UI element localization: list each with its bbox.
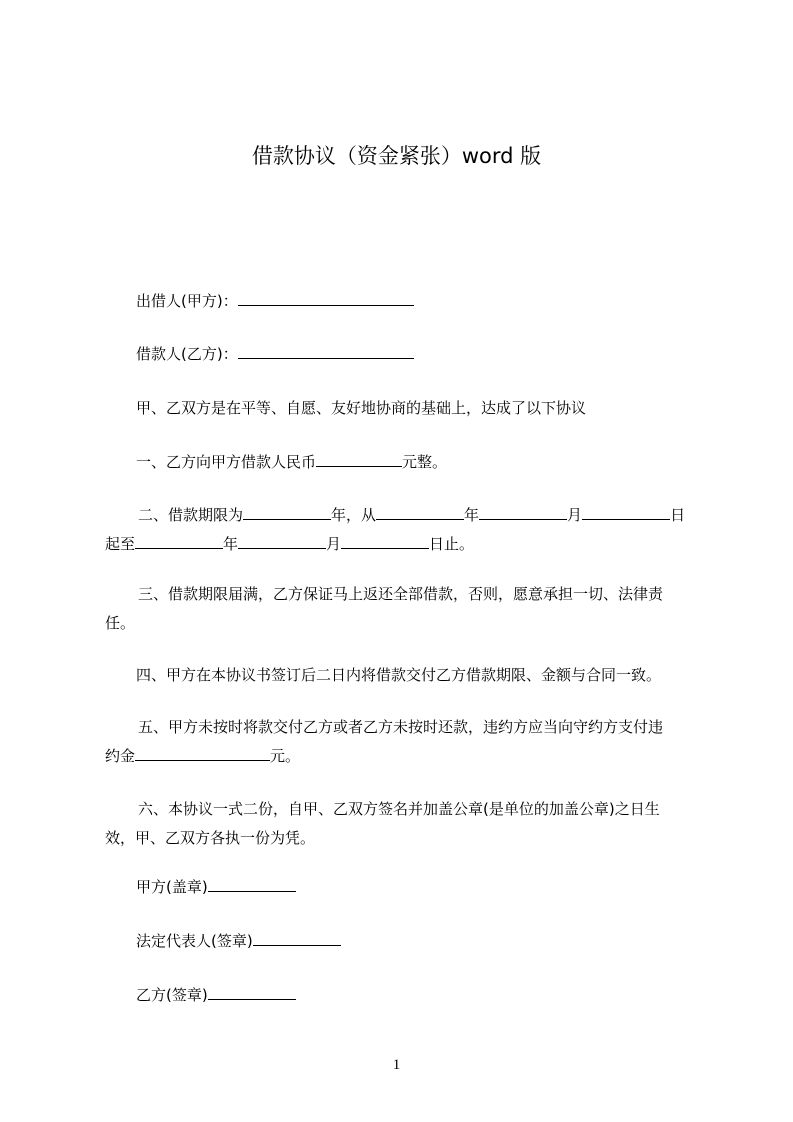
start-month-blank [479,504,567,520]
borrower-blank [238,343,414,359]
lender-line [105,287,705,316]
clause-3-text-1: 三、借款期限届满，乙方保证马上返还全部借款，否则，愿意承担一切、法律责 [138,585,664,603]
clause-3-line-1 [105,580,705,609]
clause-2-line-2 [105,530,705,559]
party-a-seal-blank [208,876,296,892]
preamble-text: 甲、乙双方是在平等、自愿、友好地协商的基础上，达成了以下协议 [136,399,587,417]
clause-2-until: 起至 [105,535,136,553]
preamble [105,394,705,423]
page-number: 1 [392,1057,401,1073]
legal-rep-line [105,927,705,956]
clause-2-end: 日止。 [429,535,475,553]
end-year-blank [135,533,223,549]
clause-2-day-label: 日 [670,506,686,524]
borrower-label: 借款人(乙方)： [136,345,238,363]
clause-6-text-1: 六、本协议一式二份，自甲、乙双方签名并加盖公章(是单位的加盖公章)之日生 [138,800,660,818]
clause-3-text-2: 任。 [105,614,136,632]
clause-6-line-2 [105,824,705,853]
clause-3-line-2 [105,609,705,638]
start-day-blank [582,504,670,520]
clause-2-month-label: 月 [567,506,583,524]
end-month-blank [238,533,326,549]
party-b-sign-label: 乙方(签章) [136,986,208,1004]
start-year-blank [376,504,464,520]
clause-6-line-1 [105,795,705,824]
clause-2-year-label: 年 [464,506,480,524]
clause-2-prefix: 二、借款期限为 [138,506,244,524]
clause-5-suffix: 元。 [270,747,301,765]
clause-1-suffix: 元整。 [402,453,448,471]
lender-blank [238,290,414,306]
party-b-sign-line [105,981,705,1010]
clause-4 [105,661,705,690]
clause-6-text-2: 效，甲、乙双方各执一份为凭。 [105,829,316,847]
clause-5-prefix: 约金 [105,747,136,765]
end-day-blank [341,533,429,549]
clause-2-line-1 [105,501,705,530]
clause-5-line-2 [105,742,705,771]
term-years-blank [243,504,331,520]
clause-5-line-1 [105,713,705,742]
clause-2-year-from: 年，从 [331,506,377,524]
borrower-line [105,340,705,369]
clause-2-end-year-label: 年 [223,535,239,553]
party-b-sign-blank [208,984,296,1000]
legal-rep-label: 法定代表人(签章) [136,932,253,950]
party-a-seal-line [105,873,705,902]
clause-4-text: 四、甲方在本协议书签订后二日内将借款交付乙方借款期限、金额与合同一致。 [136,666,662,684]
lender-label: 出借人(甲方)： [136,292,238,310]
penalty-blank [135,745,270,761]
clause-2-end-month-label: 月 [326,535,342,553]
document-title: 借款协议（资金紧张）word 版 [251,144,542,168]
clause-5-text-1: 五、甲方未按时将款交付乙方或者乙方未按时还款，违约方应当向守约方支付违 [138,718,664,736]
clause-1 [105,448,705,477]
legal-rep-blank [253,930,341,946]
clause-1-prefix: 一、乙方向甲方借款人民币 [136,453,317,471]
party-a-seal-label: 甲方(盖章) [136,878,208,896]
amount-blank [316,451,402,467]
